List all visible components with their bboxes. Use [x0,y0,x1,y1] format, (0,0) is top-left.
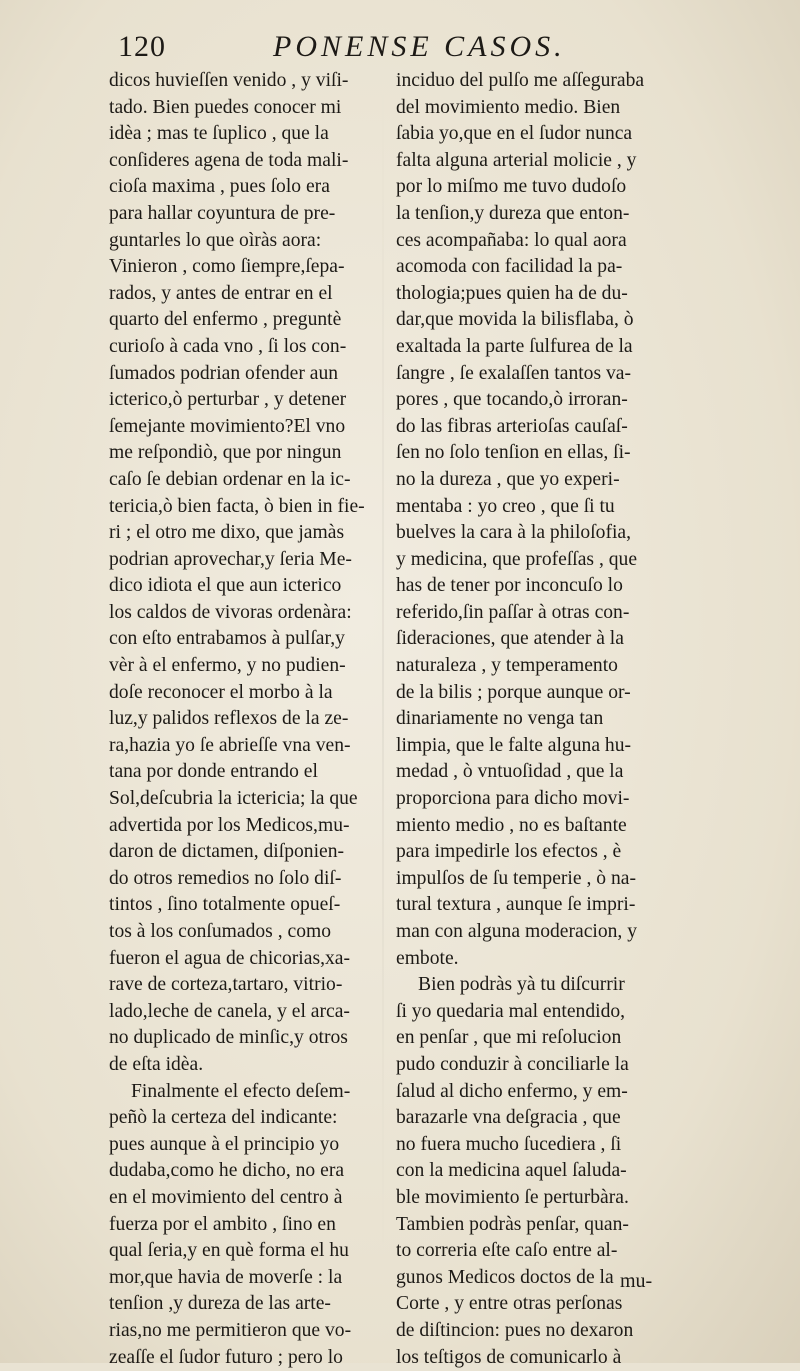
text-line: medad , ò vntuoſidad , que la [396,759,666,786]
text-line: fuerza por el ambito , ſino en [109,1212,379,1239]
text-line: no la dureza , que yo experi- [396,467,666,494]
text-line: has de tener por inconcuſo lo [396,573,666,600]
text-line: ſen no ſolo tenſion en ellas, ſi- [396,440,666,467]
text-line: no fuera mucho ſucediera , ſi [396,1132,666,1159]
text-line: con eſto entrabamos à pulſar,y [109,626,379,653]
catchword: mu- [620,1270,652,1293]
text-line: dicos huvieſſen venido , y viſi- [109,68,379,95]
text-line: ſumados podrian ofender aun [109,361,379,388]
text-line: doſe reconocer el morbo à la [109,680,379,707]
text-line: quarto del enfermo , preguntè [109,307,379,334]
right-column [396,68,666,1371]
text-line: en el movimiento del centro à [109,1185,379,1212]
text-line: acomoda con facilidad la pa- [396,254,666,281]
text-line: conſideres agena de toda mali- [109,148,379,175]
text-line: rave de corteza,tartaro, vitrio- [109,972,379,999]
text-line: de diſtincion: pues no dexaron [396,1318,666,1345]
text-line: Bien podràs yà tu diſcurrir [396,972,666,999]
text-line: dar,que movida la bilisflaba, ò [396,307,666,334]
text-line: tintos , ſino totalmente opueſ- [109,892,379,919]
text-line: ſi yo quedaria mal entendido, [396,999,666,1026]
text-line: naturaleza , y temperamento [396,653,666,680]
text-line: rados, y antes de entrar en el [109,281,379,308]
text-line: impulſos de ſu temperie , ò na- [396,866,666,893]
text-line: vèr à el enfermo, y no pudien- [109,653,379,680]
text-line: qual ſeria,y en què forma el hu [109,1238,379,1265]
text-line: ſabia yo,que en el ſudor nunca [396,121,666,148]
text-line: para hallar coyuntura de pre- [109,201,379,228]
text-line: de eſta idèa. [109,1052,379,1079]
text-line: proporciona para dicho movi- [396,786,666,813]
text-line: no duplicado de minſic,y otros [109,1025,379,1052]
text-line: me reſpondiò, que por ningun [109,440,379,467]
text-line: rias,no me permitieron que vo- [109,1318,379,1345]
text-line: tericia,ò bien facta, ò bien in fie- [109,494,379,521]
text-line: pudo conduzir à conciliarle la [396,1052,666,1079]
text-line: ble movimiento ſe perturbàra. [396,1185,666,1212]
text-line: barazarle vna deſgracia , que [396,1105,666,1132]
text-line: buelves la cara à la philoſofia, [396,520,666,547]
text-line: pores , que tocando,ò irroran- [396,387,666,414]
text-line: mentaba : yo creo , que ſi tu [396,494,666,521]
text-line: inciduo del pulſo me aſſeguraba [396,68,666,95]
text-line: tado. Bien puedes conocer mi [109,95,379,122]
text-line: falta alguna arterial molicie , y [396,148,666,175]
left-column [109,68,379,1371]
text-line: do otros remedios no ſolo diſ- [109,866,379,893]
text-line: Tambien podràs penſar, quan- [396,1212,666,1239]
text-line: guntarles lo que oìràs aora: [109,228,379,255]
text-line: mor,que havia de moverſe : la [109,1265,379,1292]
text-line: tural textura , aunque ſe impri- [396,892,666,919]
text-line: thologia;pues quien ha de du- [396,281,666,308]
text-line: to correria eſte caſo entre al- [396,1238,666,1265]
text-line: miento medio , no es baſtante [396,813,666,840]
text-line: ri ; el otro me dixo, que jamàs [109,520,379,547]
text-line: ſemejante movimiento?El vno [109,414,379,441]
text-line: limpia, que le falte alguna hu- [396,733,666,760]
text-line: para impedirle los efectos , è [396,839,666,866]
text-line: con la medicina aquel ſaluda- [396,1158,666,1185]
text-line: curioſo à cada vno , ſi los con- [109,334,379,361]
text-line: Sol,deſcubria la ictericia; la que [109,786,379,813]
column-gutter [382,70,384,1270]
text-line: por lo miſmo me tuvo dudoſo [396,174,666,201]
text-line: lado,leche de canela, y el arca- [109,999,379,1026]
text-line: peñò la certeza del indicante: [109,1105,379,1132]
text-line: Vinieron , como ſiempre,ſepa- [109,254,379,281]
text-line: luz,y palidos reflexos de la ze- [109,706,379,733]
text-line: Finalmente el efecto deſem- [109,1079,379,1106]
text-line: dico idiota el que aun icterico [109,573,379,600]
text-line: tos à los conſumados , como [109,919,379,946]
text-line: los teſtigos de comunicarlo à [396,1345,666,1371]
text-line: podrian aprovechar,y ſeria Me- [109,547,379,574]
text-line: man con alguna moderacion, y [396,919,666,946]
text-line: dudaba,como he dicho, no era [109,1158,379,1185]
text-line: icterico,ò perturbar , y detener [109,387,379,414]
text-line: del movimiento medio. Bien [396,95,666,122]
text-line: cioſa maxima , pues ſolo era [109,174,379,201]
text-line: exaltada la parte ſulfurea de la [396,334,666,361]
text-line: ra,hazia yo ſe abrieſſe vna ven- [109,733,379,760]
text-line: advertida por los Medicos,mu- [109,813,379,840]
text-line: y medicina, que profeſſas , que [396,547,666,574]
text-line: ſangre , ſe exalaſſen tantos va- [396,361,666,388]
text-line: fueron el agua de chicorias,xa- [109,946,379,973]
text-line: la tenſion,y dureza que enton- [396,201,666,228]
text-line: gunos Medicos doctos de la [396,1265,666,1292]
text-line: ces acompañaba: lo qual aora [396,228,666,255]
page-number: 120 [118,30,166,64]
text-line: do las fibras arterioſas cauſaſ- [396,414,666,441]
text-line: daron de dictamen, diſponien- [109,839,379,866]
text-line: idèa ; mas te ſuplico , que la [109,121,379,148]
text-line: ſalud al dicho enfermo, y em- [396,1079,666,1106]
text-line: los caldos de vivoras ordenàra: [109,600,379,627]
running-title: PONENSE CASOS. [273,30,566,64]
text-line: dinariamente no venga tan [396,706,666,733]
text-line: tana por donde entrando el [109,759,379,786]
text-line: caſo ſe debian ordenar en la ic- [109,467,379,494]
text-line: ſideraciones, que atender à la [396,626,666,653]
text-line: zeaſſe el ſudor futuro ; pero lo [109,1345,379,1371]
text-line: pues aunque à el principio yo [109,1132,379,1159]
text-line: en penſar , que mi reſolucion [396,1025,666,1052]
text-line: Corte , y entre otras perſonas [396,1291,666,1318]
text-line: tenſion ,y dureza de las arte- [109,1291,379,1318]
text-line: embote. [396,946,666,973]
text-line: de la bilis ; porque aunque or- [396,680,666,707]
text-line: referido,ſin paſſar à otras con- [396,600,666,627]
page-header [118,30,678,70]
